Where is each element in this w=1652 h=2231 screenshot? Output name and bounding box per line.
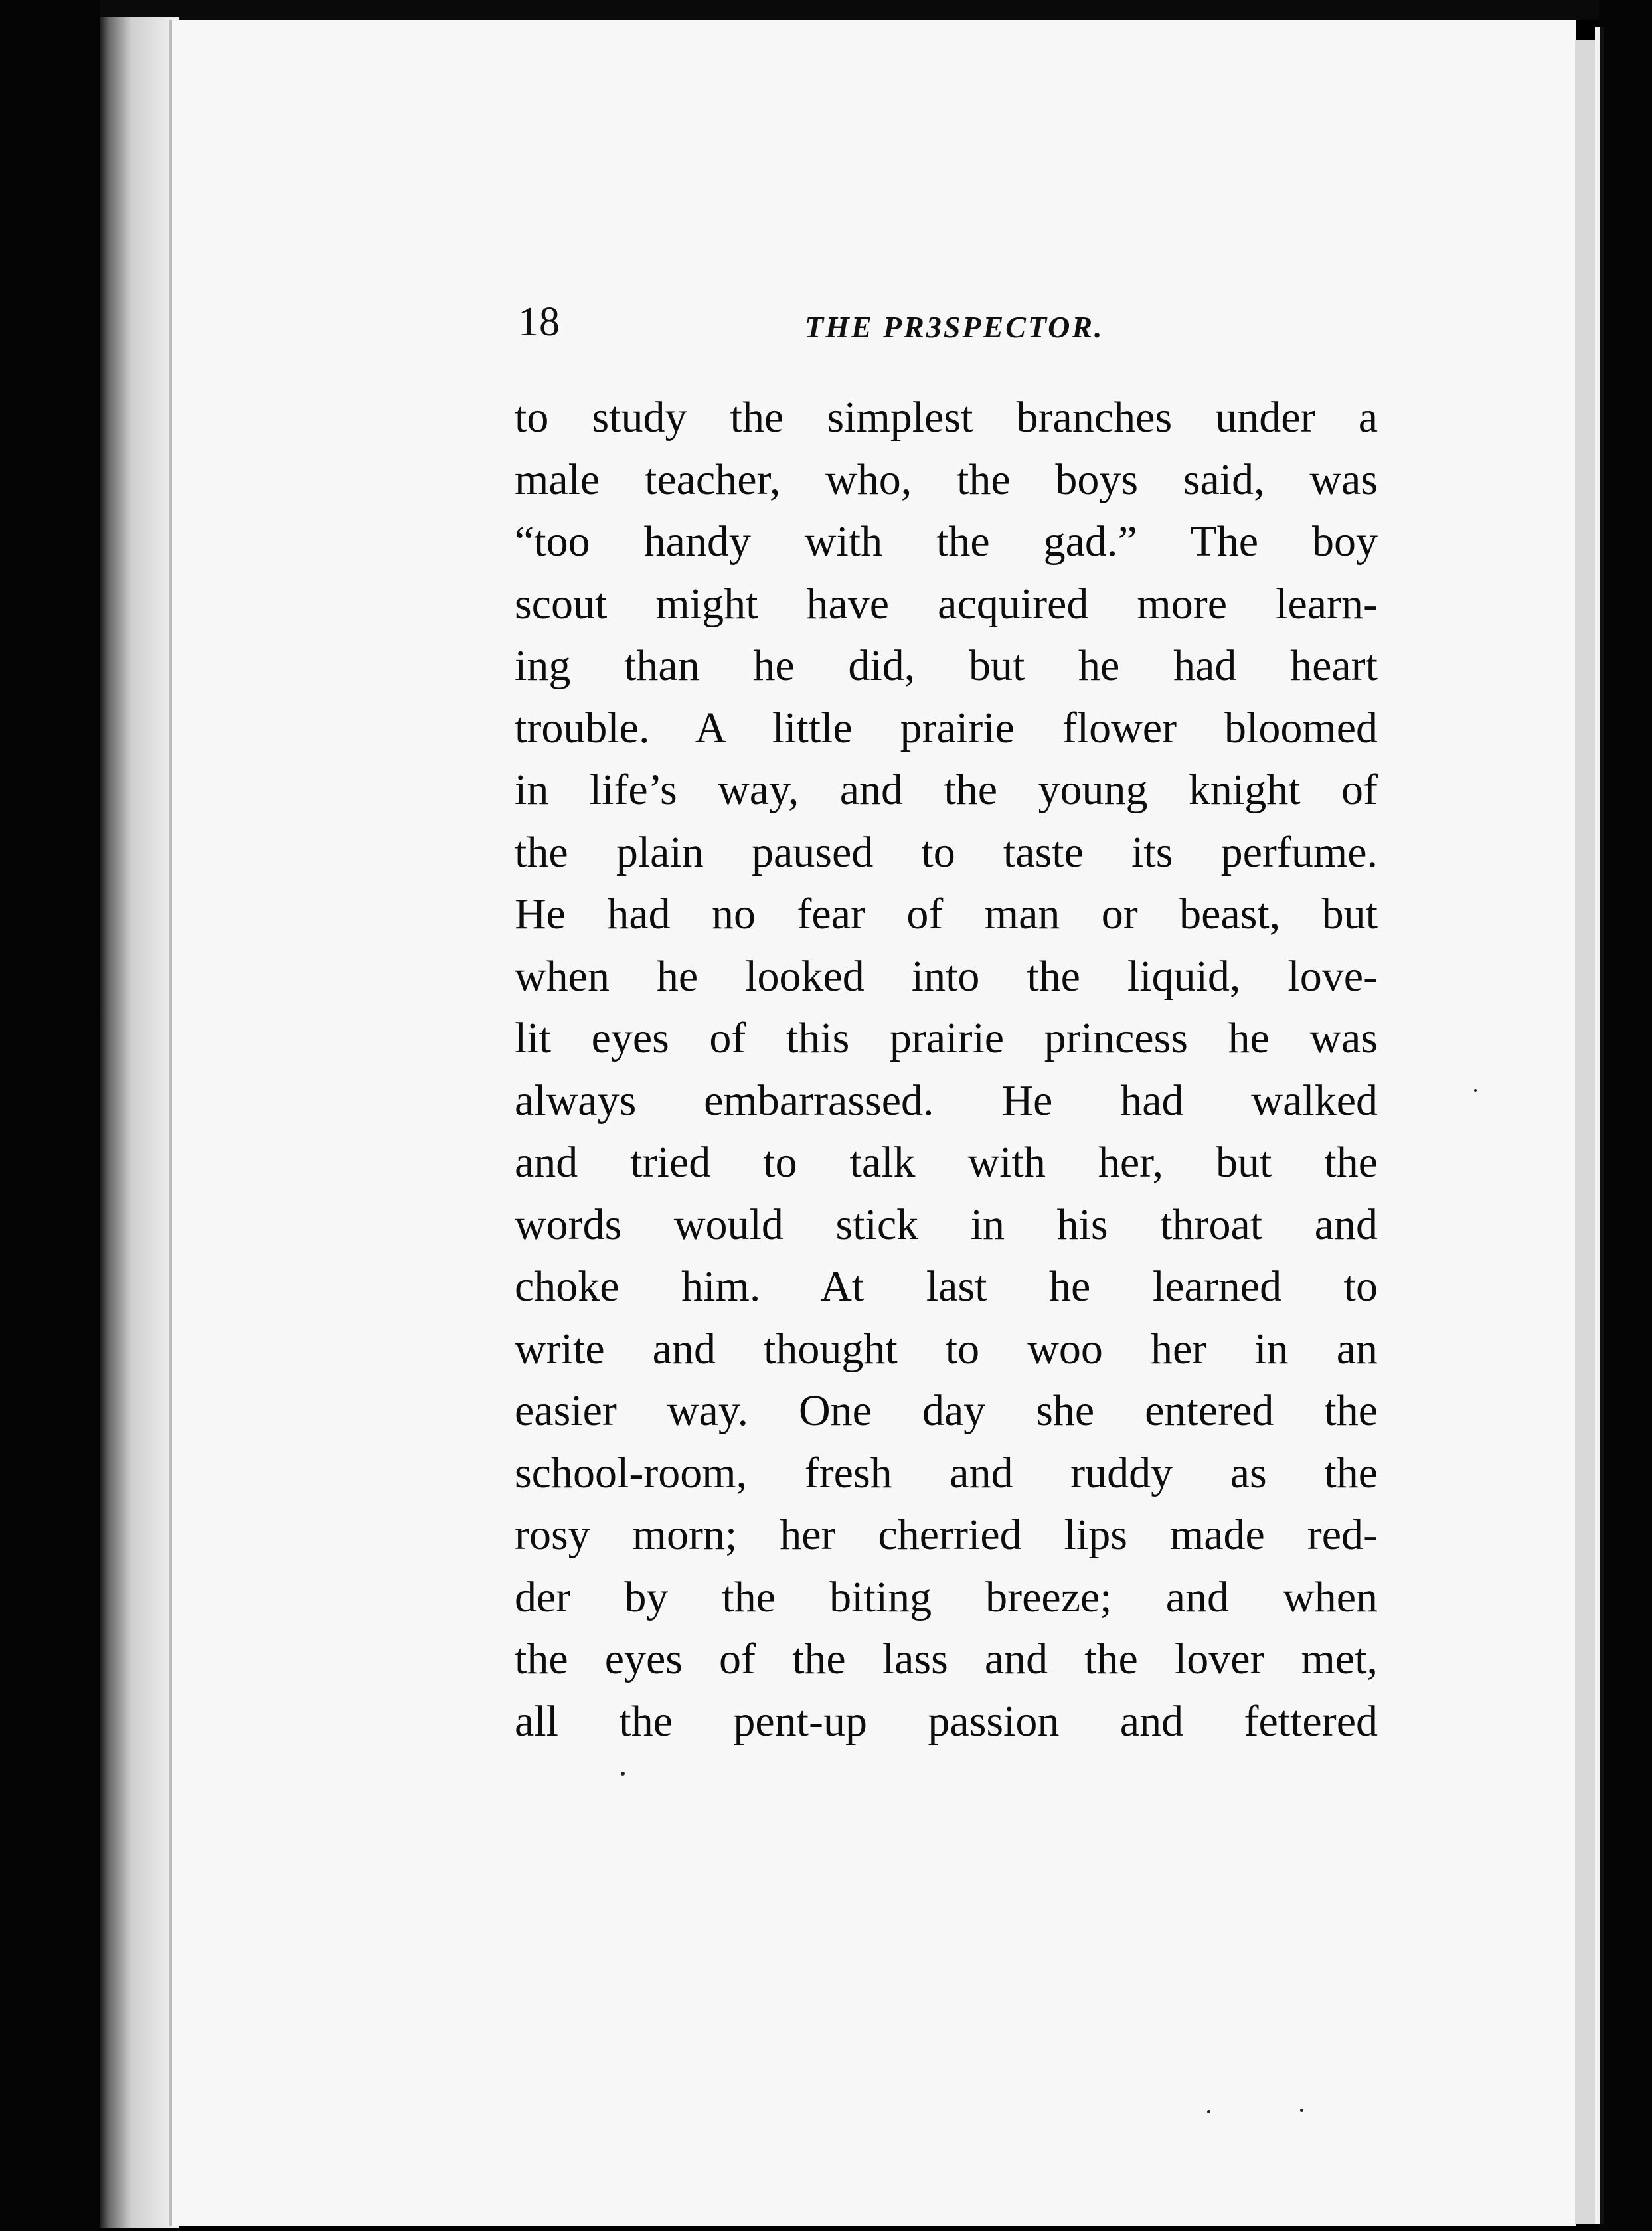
text-line: the eyes of the lass and the lover met, (515, 1635, 1378, 1683)
binding-shadow (100, 17, 179, 2228)
ink-speck (1474, 1089, 1477, 1092)
text-line: der by the biting breeze; and when (515, 1572, 1378, 1621)
text-line: male teacher, who, the boys said, was (515, 455, 1378, 504)
text-line: when he looked into the liquid, love- (515, 951, 1378, 1001)
text-line: choke him. At last he learned to (515, 1262, 1378, 1311)
text-line: easier way. One day she entered the (515, 1386, 1378, 1435)
text-line: to study the simplest branches under a (515, 393, 1378, 442)
text-line: all the pent-up passion and fettered (515, 1696, 1378, 1746)
ink-speck (1207, 2110, 1210, 2113)
ink-speck (1300, 2109, 1303, 2112)
running-head (518, 299, 1652, 365)
scan-left-border (0, 0, 100, 2231)
text-line: rosy morn; her cherried lips made red- (515, 1511, 1378, 1559)
body-text (515, 386, 1378, 1752)
text-line: words would stick in his throat and (515, 1200, 1378, 1249)
running-title: THE PR3SPECTOR. (805, 310, 1104, 344)
page-fore-edge (1575, 40, 1595, 2224)
text-line: trouble. A little prairie flower bloomed (515, 703, 1378, 752)
text-line: the plain paused to taste its perfume. (515, 827, 1378, 876)
text-line: He had no fear of man or beast, but (515, 890, 1378, 938)
text-line: school-room, fresh and ruddy as the (515, 1448, 1378, 1497)
ink-speck (621, 1772, 625, 1776)
text-line: in life’s way, and the young knight of (515, 766, 1378, 814)
text-line: ing than he did, but he had heart (515, 641, 1378, 690)
text-line: always embarrassed. He had walked (515, 1076, 1378, 1125)
page-inner-edge (169, 20, 172, 2226)
text-line: “too handy with the gad.” The boy (515, 517, 1378, 566)
text-line: and tried to talk with her, but the (515, 1138, 1378, 1187)
text-line: lit eyes of this prairie princess he was (515, 1014, 1378, 1062)
page-number: 18 (518, 299, 560, 345)
text-line: write and thought to woo her in an (515, 1324, 1378, 1373)
scan-top-border (0, 0, 1652, 20)
text-line: scout might have acquired more learn- (515, 579, 1378, 628)
